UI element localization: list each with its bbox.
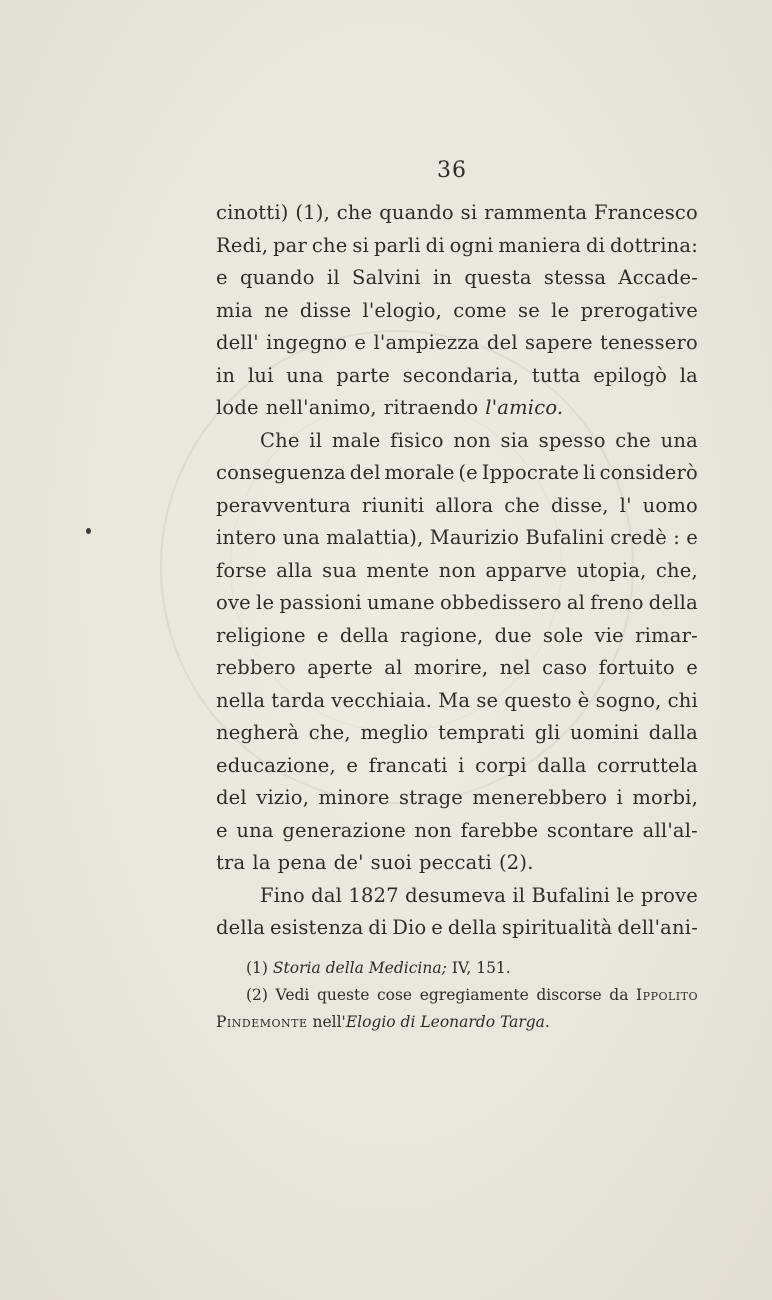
word: spesso xyxy=(538,428,606,452)
word: utopia, xyxy=(576,558,647,582)
word: obbedissero xyxy=(439,591,562,614)
word: nel xyxy=(499,656,531,679)
word: sia xyxy=(500,428,529,452)
word: e xyxy=(346,753,359,777)
word: Bufalini xyxy=(531,883,611,907)
word: le xyxy=(551,298,570,322)
footnote-1-title: Storia della Medicina; xyxy=(272,959,447,977)
italic-word: l'amico. xyxy=(485,396,564,419)
word: par xyxy=(273,233,308,257)
text-line xyxy=(216,490,698,523)
word: allora xyxy=(435,493,494,517)
word: prerogative xyxy=(580,298,698,322)
word: vecchiaia. xyxy=(331,688,433,712)
word: e xyxy=(686,526,698,549)
word: dell'ani- xyxy=(617,916,698,939)
word: epilogò xyxy=(593,363,668,387)
word: malattia), xyxy=(326,526,424,549)
word: caso xyxy=(542,656,588,679)
word: menerebbero xyxy=(472,786,608,809)
word: della xyxy=(447,916,497,939)
word: non xyxy=(453,428,491,452)
text-line xyxy=(216,815,698,848)
word: e xyxy=(686,656,698,679)
word: 1827 xyxy=(348,883,399,907)
word: stessa xyxy=(543,266,607,289)
word: morire, xyxy=(414,656,489,679)
word: male xyxy=(331,428,381,452)
word: che xyxy=(615,428,651,452)
word: morbi, xyxy=(632,786,698,809)
word: Ma xyxy=(438,688,471,712)
text-line xyxy=(216,587,698,620)
word: del xyxy=(349,461,381,484)
word: sole xyxy=(543,623,584,647)
word: in xyxy=(432,266,453,289)
word: rammenta xyxy=(484,201,588,224)
word: rimar- xyxy=(635,623,698,647)
word: che xyxy=(336,201,373,224)
word: sua xyxy=(322,558,357,582)
word: Ippocrate xyxy=(481,461,580,484)
word: fortuito xyxy=(598,656,675,679)
word: temprati xyxy=(438,721,526,744)
word: disse xyxy=(299,298,352,322)
word: il xyxy=(512,883,526,907)
word: in xyxy=(216,363,236,387)
word: francati xyxy=(368,753,448,777)
word: si xyxy=(460,201,478,224)
word: il xyxy=(309,428,323,452)
word: l'ampiezza xyxy=(373,331,480,354)
word: alla xyxy=(276,558,313,582)
word: quando xyxy=(379,201,454,224)
word: tenessero xyxy=(600,331,698,354)
word: una xyxy=(282,526,320,549)
text-line xyxy=(216,880,698,913)
word: dell' xyxy=(216,331,259,354)
word: sapere xyxy=(525,331,593,354)
word: dalla xyxy=(648,721,698,744)
word: gli xyxy=(534,721,561,744)
word: generazione xyxy=(282,818,406,842)
word: ove xyxy=(216,591,251,614)
word: (2). xyxy=(498,851,534,874)
word: prove xyxy=(640,883,698,907)
word: di xyxy=(425,233,445,257)
word: credè xyxy=(610,526,668,549)
footnote-1-marker: (1) xyxy=(246,959,268,977)
word: apparve xyxy=(485,558,568,582)
word: minore xyxy=(318,786,390,809)
word: e xyxy=(316,623,329,647)
text-line xyxy=(216,262,698,295)
word: vie xyxy=(594,623,624,647)
text-line xyxy=(216,522,698,555)
footnote-1-reference: IV, 151. xyxy=(451,959,511,977)
footnote-word: cose xyxy=(376,986,413,1004)
word: è xyxy=(577,688,590,712)
word: se xyxy=(517,298,540,322)
word: della xyxy=(216,916,266,939)
word: si xyxy=(352,233,370,257)
word: che xyxy=(504,493,540,517)
word: le xyxy=(256,591,275,614)
word: chi xyxy=(667,688,698,712)
word: come xyxy=(453,298,507,322)
word: morale xyxy=(384,461,455,484)
word: pena xyxy=(277,851,327,874)
word: Francesco xyxy=(594,201,698,224)
word: intero xyxy=(216,526,277,549)
word: non xyxy=(414,818,453,842)
word: all'al- xyxy=(642,818,698,842)
footnote-word: Ippolito xyxy=(636,986,698,1004)
word: cinotti) xyxy=(216,201,289,224)
word: rebbero xyxy=(216,656,296,679)
word: tarda xyxy=(271,688,326,712)
word: vizio, xyxy=(256,786,310,809)
word: i xyxy=(458,753,465,777)
word: al xyxy=(566,591,586,614)
word: strage xyxy=(398,786,463,809)
word: Bufalini xyxy=(525,526,605,549)
word: le xyxy=(616,883,635,907)
word: uomini xyxy=(569,721,640,744)
word: passioni xyxy=(279,591,362,614)
text-line xyxy=(216,197,698,230)
word: umane xyxy=(367,591,435,614)
word: scontare xyxy=(546,818,635,842)
text-line xyxy=(216,230,698,263)
word: lode xyxy=(216,396,259,419)
word: due xyxy=(494,623,532,647)
word: mente xyxy=(366,558,430,582)
text-line xyxy=(216,912,698,945)
word: disse, xyxy=(550,493,609,517)
word: non xyxy=(438,558,477,582)
text-line xyxy=(216,295,698,328)
word: questo xyxy=(504,688,572,712)
word: Maurizio xyxy=(429,526,520,549)
word: parte xyxy=(336,363,391,387)
word: mia xyxy=(216,298,253,322)
word: desumeva xyxy=(405,883,507,907)
word: corpi xyxy=(475,753,527,777)
word: al xyxy=(384,656,403,679)
footnote-2-prefix: nell' xyxy=(312,1013,346,1031)
word: ingegno xyxy=(266,331,348,354)
word: (e xyxy=(458,461,478,484)
text-line xyxy=(216,750,698,783)
word: riuniti xyxy=(361,493,425,517)
text-line xyxy=(216,847,698,880)
text-line xyxy=(216,620,698,653)
word: una xyxy=(286,363,324,387)
word: Accade- xyxy=(618,266,698,289)
footnote-1 xyxy=(216,955,698,982)
word: corruttela xyxy=(597,753,698,777)
word: negherà xyxy=(216,721,300,744)
word: freno xyxy=(590,591,644,614)
word: peravventura xyxy=(216,493,351,517)
word: quando xyxy=(240,266,315,289)
word: suoi xyxy=(370,851,412,874)
footnote-word: discorse xyxy=(536,986,602,1004)
word: religione xyxy=(216,623,306,647)
word: ritraendo xyxy=(383,396,479,419)
word: aperte xyxy=(307,656,373,679)
word: i xyxy=(616,786,623,809)
footnote-word: Vedi xyxy=(275,986,310,1004)
word: della xyxy=(339,623,389,647)
word: ne xyxy=(264,298,289,322)
word: : xyxy=(673,526,680,549)
word: Redi, xyxy=(216,233,269,257)
word: conseguenza xyxy=(216,461,347,484)
footnote-word: egregiamente xyxy=(419,986,529,1004)
text-line xyxy=(216,782,698,815)
word: parli xyxy=(373,233,421,257)
text-line xyxy=(216,717,698,750)
word: Fino xyxy=(260,883,305,907)
word: e xyxy=(431,916,444,939)
footnote-2-line-2 xyxy=(216,1009,698,1036)
word: che, xyxy=(655,558,698,582)
word: meglio xyxy=(360,721,429,744)
word: l' xyxy=(619,493,632,517)
footnote-2-author: Pindemonte xyxy=(216,1013,308,1031)
word: di xyxy=(368,916,388,939)
word: e xyxy=(216,818,228,842)
word: secondaria, xyxy=(402,363,520,387)
word: del xyxy=(486,331,518,354)
word: questa xyxy=(464,266,532,289)
text-line xyxy=(216,555,698,588)
word: e xyxy=(354,331,367,354)
body-text xyxy=(216,197,698,945)
word: Salvini xyxy=(352,266,421,289)
word: sogno, xyxy=(595,688,662,712)
word: una xyxy=(236,818,274,842)
word: educazione, xyxy=(216,753,336,777)
word: della xyxy=(648,591,698,614)
ink-speck xyxy=(86,528,91,534)
word: se xyxy=(476,688,499,712)
text-line xyxy=(216,652,698,685)
word: dalla xyxy=(537,753,587,777)
word: che xyxy=(311,233,348,257)
word: uomo xyxy=(642,493,698,517)
page-number: 36 xyxy=(437,158,467,183)
footnote-word: da xyxy=(609,986,629,1004)
footnote-word: (2) xyxy=(246,986,268,1004)
word: tutta xyxy=(531,363,581,387)
text-line xyxy=(216,685,698,718)
word: peccati xyxy=(419,851,492,874)
footnote-2-title: Elogio di Leonardo Targa. xyxy=(345,1013,550,1031)
word: esistenza xyxy=(269,916,364,939)
word: fisico xyxy=(390,428,444,452)
word: ogni xyxy=(449,233,494,257)
word: forse xyxy=(216,558,267,582)
footnote-2-line-1 xyxy=(216,982,698,1009)
text-line xyxy=(216,360,698,393)
footnote-word: queste xyxy=(316,986,370,1004)
word: dottrina: xyxy=(609,233,698,257)
word: di xyxy=(586,233,606,257)
word: Dio xyxy=(392,916,427,939)
word: spiritualità xyxy=(501,916,613,939)
word: maniera xyxy=(498,233,582,257)
word: nella xyxy=(216,688,266,712)
word: de' xyxy=(333,851,364,874)
word: e xyxy=(216,266,228,289)
word: una xyxy=(660,428,698,452)
word: nell'animo, xyxy=(265,396,377,419)
text-line xyxy=(216,392,698,425)
word: ragione, xyxy=(400,623,484,647)
word: considerò xyxy=(599,461,698,484)
word: la xyxy=(679,363,698,387)
text-line xyxy=(216,327,698,360)
word: il xyxy=(326,266,340,289)
word: li xyxy=(582,461,596,484)
word: dal xyxy=(311,883,343,907)
word: farebbe xyxy=(460,818,539,842)
text-line xyxy=(216,425,698,458)
text-line xyxy=(216,457,698,490)
word: tra xyxy=(216,851,246,874)
word: la xyxy=(252,851,271,874)
word: del xyxy=(216,786,247,809)
footnotes xyxy=(216,955,698,1036)
word: Che xyxy=(260,428,300,452)
word: l'elogio, xyxy=(362,298,443,322)
word: lui xyxy=(247,363,274,387)
word: (1), xyxy=(295,201,330,224)
word: che, xyxy=(308,721,351,744)
